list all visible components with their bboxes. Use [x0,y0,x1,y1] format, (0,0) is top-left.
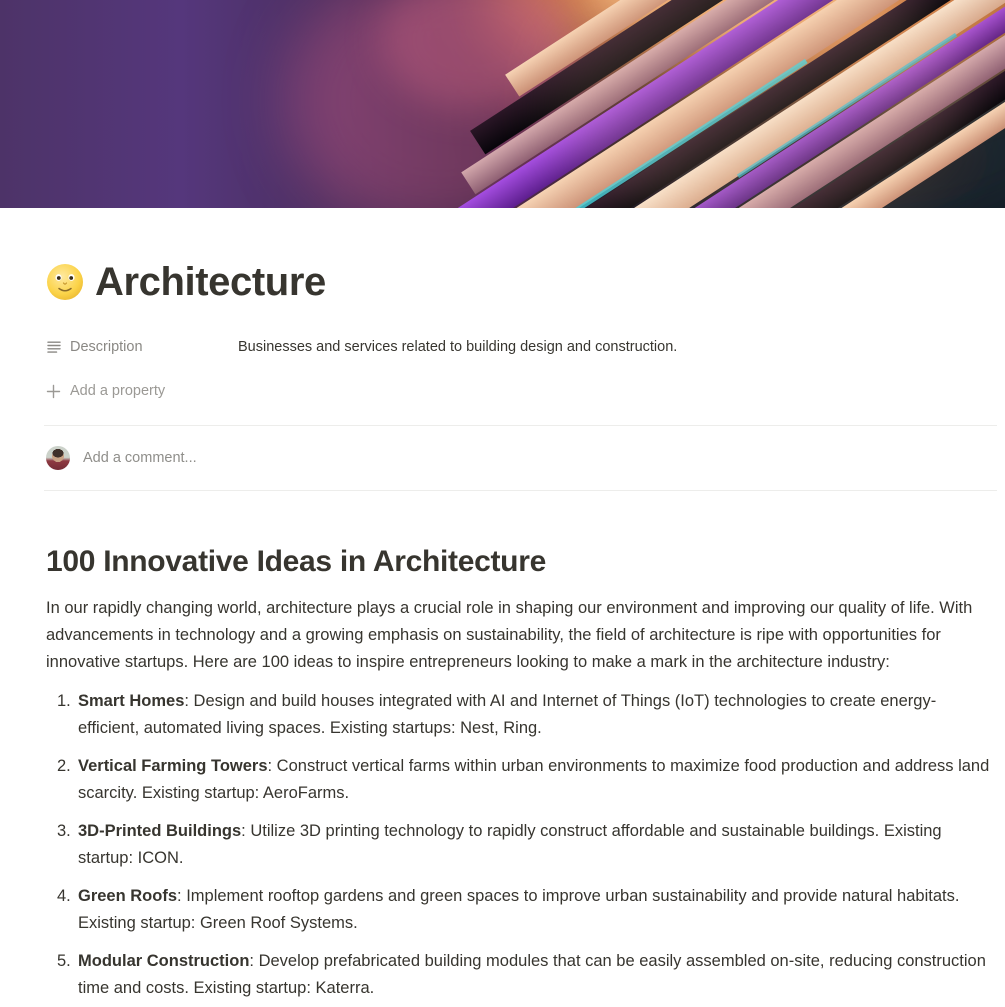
cover-image[interactable] [0,0,1005,208]
list-text: Modular Construction: Develop prefabricated building modules that can be easily assembled on-site, reducing construction time and costs. Existing startup: Katerra. [78,952,986,997]
abstract-crystal-render [0,0,1005,208]
page-header [46,258,997,306]
list-number: 5. [57,952,71,970]
list-text: 3D-Printed Buildings: Utilize 3D printing technology to rapidly construct affordable and sustainable buildings. Existing startup: ICON. [78,822,942,867]
property-label: Description [70,339,143,355]
list-item-2[interactable] [46,753,997,807]
doc-heading[interactable]: 100 Innovative Ideas in Architecture [46,545,546,578]
property-value[interactable]: Businesses and services related to building design and construction. [238,339,678,355]
list-number: 3. [57,822,71,840]
property-key [46,337,238,357]
comment-placeholder: Add a comment... [83,450,197,466]
list-text: Smart Homes: Design and build houses integrated with AI and Internet of Things (IoT) technologies to create energy-efficient, automated living spaces. Existing startups: Nest, Ring. [78,692,937,737]
list-item-1[interactable] [46,688,997,742]
list-number: 1. [57,692,71,710]
divider [44,490,997,491]
list-text: Green Roofs: Implement rooftop gardens and green spaces to improve urban sustainability and provide natural habitats. Existing startup: Green Roof Systems. [78,887,960,932]
full-moon-face-emoji[interactable] [46,263,84,301]
properties-panel [46,332,997,406]
text-lines-icon [46,339,62,355]
list-item-5[interactable] [46,948,997,1002]
list-item-3[interactable] [46,818,997,872]
list-number: 4. [57,887,71,905]
property-row-description[interactable] [46,332,997,362]
page-title[interactable]: Architecture [95,259,326,304]
plus-icon [46,384,61,399]
list-text: Vertical Farming Towers: Construct vertical farms within urban environments to maximize food production and address land scarcity. Existing startup: AeroFarms. [78,757,990,802]
doc-intro-paragraph[interactable]: In our rapidly changing world, architecture plays a crucial role in shaping our environment and improving our quality of life. With advancements in technology and a growing emphasis on sustainability, the field of architecture is ripe with opportunities for innovative startups. Here are 100 ideas to inspire entrepreneurs looking to make a mark in the architecture industry: [46,599,973,671]
add-property-label: Add a property [70,383,166,399]
list-number: 2. [57,757,71,775]
add-property-button[interactable] [46,376,997,406]
user-avatar [46,446,70,470]
list-item-4[interactable] [46,883,997,937]
numbered-list [46,688,997,1002]
add-comment-input[interactable] [46,426,997,490]
